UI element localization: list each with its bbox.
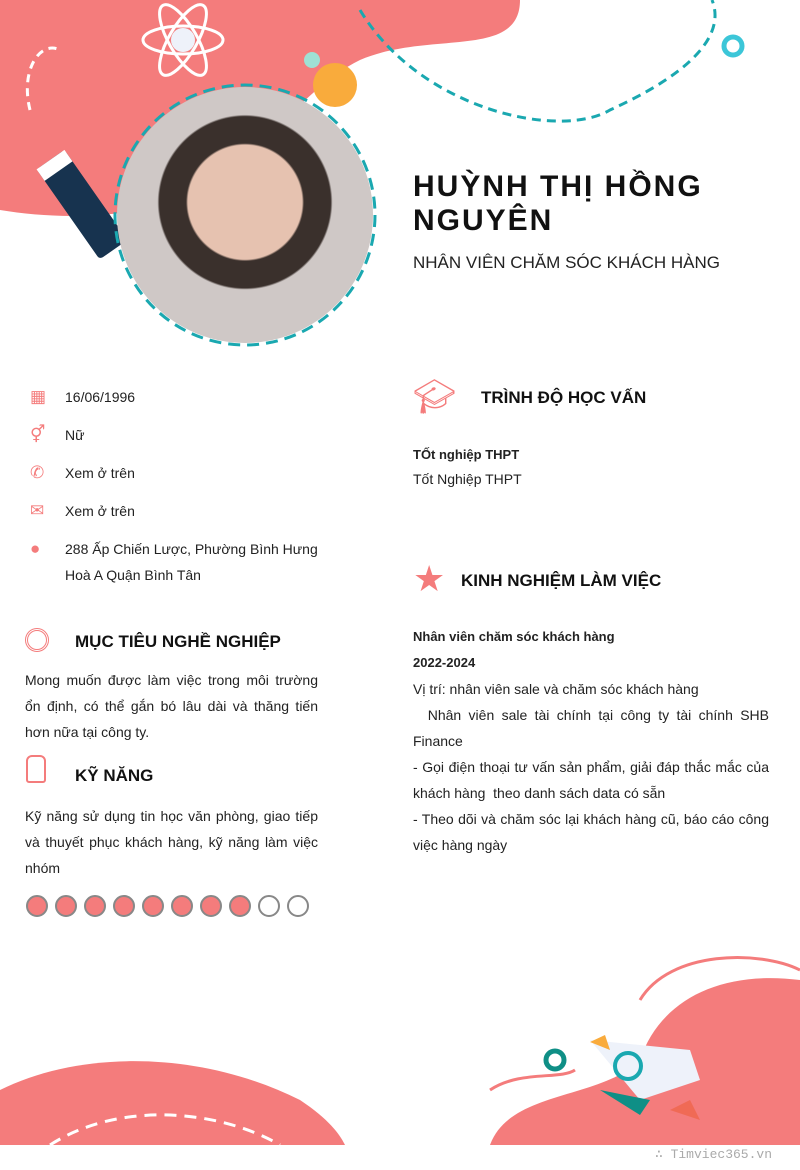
phone-icon: ✆ — [30, 463, 45, 482]
contact-address: ● 288 Ấp Chiến Lược, Phường Bình Hưng Hoà A Quận Bình Tân — [30, 536, 318, 588]
location-icon: ● — [30, 539, 41, 558]
rating-dot-filled — [142, 895, 164, 917]
profile-photo — [117, 87, 373, 343]
contact-gender: ⚥ Nữ — [30, 422, 84, 448]
target-icon — [25, 628, 49, 652]
education-heading: TRÌNH ĐỘ HỌC VẤN — [481, 388, 647, 407]
rating-dot-filled — [200, 895, 222, 917]
star-icon: ★ — [413, 558, 446, 599]
education-detail: Tốt Nghiệp THPT — [413, 471, 522, 487]
education-degree: TỐt nghiệp THPT — [413, 447, 520, 462]
candidate-name: HUỲNH THỊ HỒNG NGUYÊN — [413, 170, 703, 237]
rating-dot-filled — [55, 895, 77, 917]
job-title: NHÂN VIÊN CHĂM SÓC KHÁCH HÀNG — [413, 253, 720, 272]
experience-position: Nhân viên chăm sóc khách hàng — [413, 629, 615, 644]
objective-heading: MỤC TIÊU NGHỀ NGHIỆP — [75, 632, 281, 651]
contact-phone: ✆ Xem ở trên — [30, 460, 135, 486]
rating-dot-empty — [258, 895, 280, 917]
rating-dot-filled — [229, 895, 251, 917]
rating-dot-empty — [287, 895, 309, 917]
rating-dot-filled — [171, 895, 193, 917]
experience-line: - Gọi điện thoại tư vấn sản phẩm, giải đáp thắc mắc của khách hàng theo danh sách data có sẵn — [413, 759, 773, 801]
footer-decoration — [0, 940, 800, 1145]
objective-text: Mong muốn được làm việc trong môi trường ổn định, có thể gắn bó lâu dài và thăng tiến hơn nữa tại công ty. — [25, 672, 318, 740]
rating-dot-filled — [113, 895, 135, 917]
experience-line: Nhân viên sale tài chính tại công ty tài chính SHB Finance — [413, 707, 773, 749]
rating-dot-filled — [84, 895, 106, 917]
experience-heading: KINH NGHIỆM LÀM VIỆC — [461, 571, 662, 590]
experience-line: - Theo dõi và chăm sóc lại khách hàng cũ, báo cáo công việc hàng ngày — [413, 811, 773, 853]
calendar-icon: ▦ — [30, 387, 47, 406]
skills-heading: KỸ NĂNG — [75, 766, 154, 785]
graduation-cap-icon: 🎓︎ — [413, 378, 457, 416]
fist-icon — [26, 755, 46, 783]
contact-email: ✉ Xem ở trên — [30, 498, 135, 524]
email-icon: ✉ — [30, 501, 45, 520]
skill-rating — [26, 895, 309, 917]
rating-dot-filled — [26, 895, 48, 917]
contact-birthdate: ▦ 16/06/1996 — [30, 384, 135, 410]
skills-text: Kỹ năng sử dụng tin học văn phòng, giao tiếp và thuyết phục khách hàng, kỹ năng làm việc nhóm — [25, 808, 318, 876]
experience-period: 2022-2024 — [413, 655, 476, 670]
footer-brand: ∴ Timviec365.vn — [654, 1147, 772, 1162]
experience-line: Vị trí: nhân viên sale và chăm sóc khách hàng — [413, 681, 699, 697]
experience-block — [413, 624, 773, 858]
gender-icon: ⚥ — [30, 425, 46, 444]
